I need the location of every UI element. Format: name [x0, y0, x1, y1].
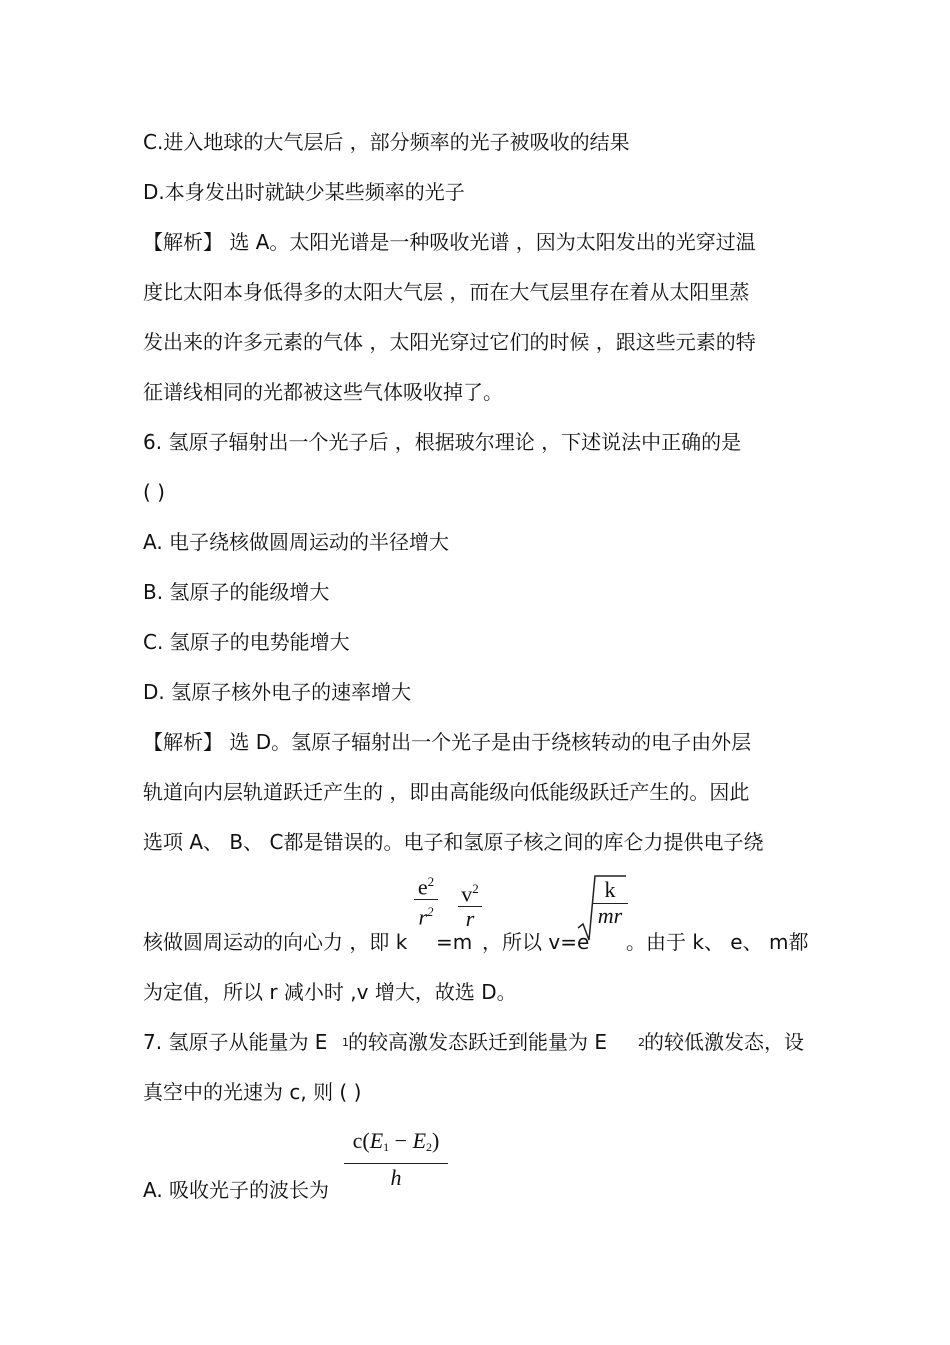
- question-7-stem-part3: 的较低激发态，设: [644, 1030, 804, 1054]
- exp-2: 2: [427, 874, 435, 889]
- var-E2: E: [412, 1128, 427, 1153]
- denominator-r: r: [418, 904, 428, 930]
- subscript-1: 1: [383, 1140, 390, 1154]
- fraction-wavelength: [344, 1125, 448, 1192]
- question-7-stem-part1: 7. 氢原子从能量为 E: [143, 1030, 328, 1054]
- analysis-q5-line2: 度比太阳本身低得多的太阳大气层 ，而在大气层里存在着从太阳里蒸: [143, 280, 750, 304]
- option-a-q6: A. 电子绕核做圆周运动的半径增大: [143, 530, 450, 554]
- fraction-e2-over-r2: [414, 870, 438, 930]
- question-7-stem-part2: 的较高激发态跃迁到能量为 E: [348, 1030, 607, 1054]
- so-v-equals-e: ，所以 v=e: [482, 930, 590, 954]
- denominator-h: h: [390, 1165, 402, 1190]
- fraction-k-over-mr: [592, 877, 628, 928]
- exp-2: 2: [472, 881, 479, 896]
- option-d-q6: D. 氢原子核外电子的速率增大: [143, 680, 412, 704]
- analysis-q6-line4-start: 核做圆周运动的向心力 ，即 k: [143, 930, 408, 954]
- analysis-q6-line2: 轨道向内层轨道跃迁产生的 ，即由高能级向低能级跃迁产生的。因此: [143, 780, 750, 804]
- option-a-q7: A. 吸收光子的波长为: [143, 1178, 330, 1202]
- exp-2: 2: [427, 904, 434, 920]
- minus-sign: −: [389, 1128, 413, 1153]
- equals-m: =m: [436, 930, 473, 954]
- analysis-q5-line1: 【解析】 选 A。太阳光谱是一种吸收光谱 ，因为太阳发出的光穿过温: [143, 230, 756, 254]
- c-open: c(: [352, 1128, 370, 1153]
- question-6-stem: 6. 氢原子辐射出一个光子后 ，根据玻尔理论 ，下述说法中正确的是: [143, 430, 742, 454]
- analysis-q6-line5: 为定值，所以 r 减小时 ,v 增大，故选 D。: [143, 980, 517, 1004]
- option-b-q6: B. 氢原子的能级增大: [143, 580, 330, 604]
- analysis-q5-line3: 发出来的许多元素的气体 ，太阳光穿过它们的时候 ，跟这些元素的特: [143, 330, 756, 354]
- denominator-mr: mr: [597, 903, 623, 928]
- analysis-q6-line4-end: 。由于 k、 e、 m都: [626, 930, 809, 954]
- subscript-2: 2: [426, 1140, 433, 1154]
- question-7-stem-line2: 真空中的光速为 c, 则 ( ): [143, 1080, 362, 1104]
- var-E1: E: [369, 1128, 384, 1153]
- numerator-k: k: [604, 877, 616, 902]
- subscript-1: 1: [342, 1036, 349, 1049]
- numerator-e: e: [417, 874, 428, 900]
- numerator-v: v: [461, 881, 473, 907]
- option-c-q6: C. 氢原子的电势能增大: [143, 630, 350, 654]
- close-paren: ): [432, 1128, 440, 1153]
- fraction-v2-over-r: [458, 877, 482, 931]
- subscript-2: 2: [638, 1036, 645, 1049]
- analysis-q5-line4: 征谱线相同的光都被这些气体吸收掉了。: [143, 380, 503, 404]
- analysis-q6-line1: 【解析】 选 D。氢原子辐射出一个光子是由于绕核转动的电子由外层: [143, 730, 752, 754]
- question-6-bracket: ( ): [143, 480, 165, 504]
- option-d-q5: D.本身发出时就缺少某些频率的光子: [143, 180, 465, 204]
- analysis-q6-line3: 选项 A、 B、 C都是错误的。电子和氢原子核之间的库仑力提供电子绕: [143, 830, 764, 854]
- denominator-r: r: [465, 906, 475, 932]
- option-c-q5: C.进入地球的大气层后 ，部分频率的光子被吸收的结果: [143, 130, 630, 154]
